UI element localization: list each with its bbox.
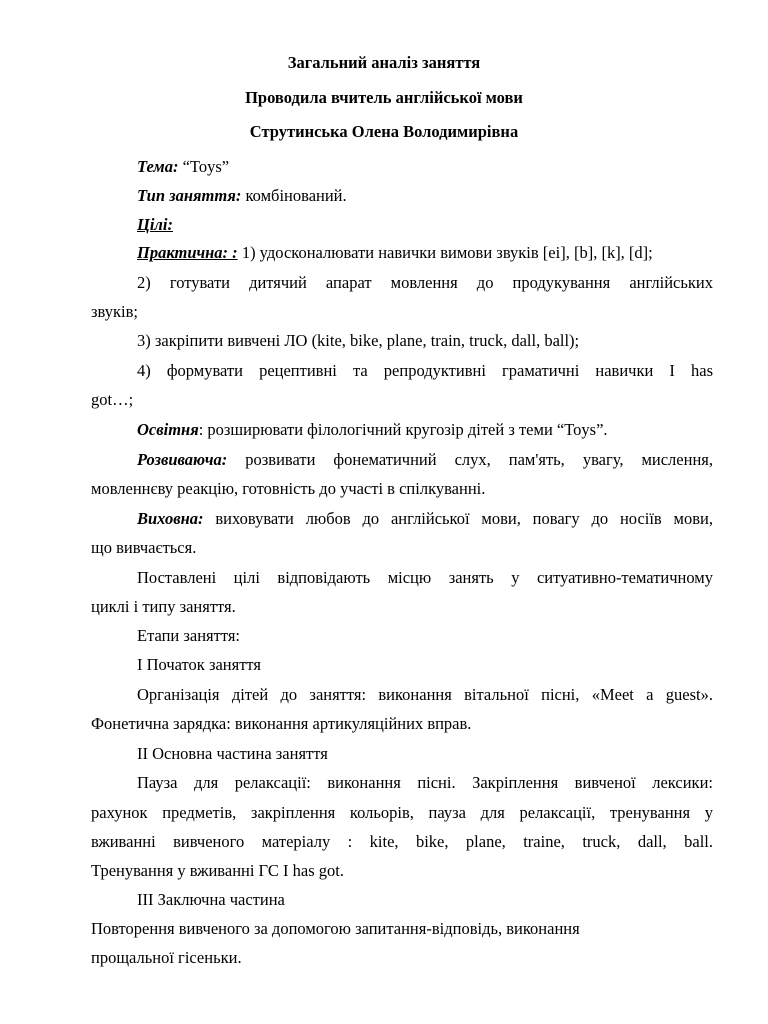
developmental-text-1: розвивати фонематичний слух, пам'ять, увагу, мислення, — [227, 450, 713, 469]
topic-value: “Toys” — [178, 157, 230, 176]
practical-item-2-line-1: 2) готувати дитячий апарат мовлення до продукування англійських — [137, 273, 713, 292]
lesson-type-line — [137, 186, 347, 206]
practical-item-3: 3) закріпити вивчені ЛО (kite, bike, plane, train, truck, dall, ball); — [137, 331, 580, 350]
goals-line — [137, 215, 173, 235]
stage-2-line-2: рахунок предметів, закріплення кольорів, пауза для релаксації, тренування у — [91, 803, 713, 822]
lesson-type-label: Тип заняття: — [137, 186, 242, 205]
stage-2-line-4: Тренування у вживанні ГС I has got. — [91, 861, 344, 880]
educational-line — [137, 420, 608, 440]
practical-item-4-line-2: got…; — [91, 390, 134, 409]
stage-2-title: ІІ Основна частина заняття — [137, 744, 328, 763]
upbringing-label: Виховна: — [137, 509, 204, 528]
stage-1-line-1: Організація дітей до заняття: виконання вітальної пісні, «Meet a guest». — [137, 685, 713, 704]
stage-3-line-2: прощальної гісеньки. — [91, 948, 242, 967]
summary-line-2: циклі і типу заняття. — [91, 597, 236, 616]
stage-3-line-1: Повторення вивченого за допомогою запитання-відповідь, виконання — [91, 919, 580, 938]
teacher-line: Проводила вчитель англійської мови — [245, 88, 523, 107]
stage-3-title: ІІІ Заключна частина — [137, 890, 285, 909]
stage-1-line-2: Фонетична зарядка: виконання артикуляційних вправ. — [91, 714, 472, 733]
teacher-name: Струтинська Олена Володимирівна — [249, 122, 519, 141]
practical-label: Практична: : — [137, 243, 238, 262]
educational-value: : розширювати філологічний кругозір дітей з теми “Toys”. — [198, 420, 608, 439]
topic-label: Тема: — [137, 157, 179, 176]
lesson-type-value: комбінований. — [241, 186, 347, 205]
upbringing-line-2: що вивчається. — [91, 538, 197, 557]
stage-2-line-3: вживанні вивченого матеріалу : kite, bike, plane, traine, truck, dall, ball. — [91, 832, 713, 851]
goals-label: Цілі: — [137, 215, 173, 234]
upbringing-line-1 — [137, 509, 713, 529]
upbringing-text-1: виховувати любов до англійської мови, повагу до носіїв мови, — [203, 509, 713, 528]
document-title: Загальний аналіз заняття — [287, 53, 481, 72]
developmental-label: Розвиваюча: — [137, 450, 228, 469]
developmental-line-1 — [137, 450, 713, 470]
stages-title: Етапи заняття: — [137, 626, 241, 645]
practical-item-4-line-1: 4) формувати рецептивні та репродуктивні граматичні навички I has — [137, 361, 713, 380]
stage-2-line-1: Пауза для релаксації: виконання пісні. Закріплення вивченої лексики: — [137, 773, 713, 792]
summary-line-1: Поставлені цілі відповідають місцю занять у ситуативно-тематичному — [137, 568, 713, 587]
educational-label: Освітня — [137, 420, 199, 439]
topic-line — [137, 157, 229, 177]
practical-item-2-line-2: звуків; — [91, 302, 138, 321]
stage-1-title: І Початок заняття — [137, 655, 261, 674]
developmental-line-2: мовленнєву реакцію, готовність до участі в спілкуванні. — [91, 479, 486, 498]
practical-line — [137, 243, 653, 263]
practical-item-1: 1) удосконалювати навички вимови звуків [ei], [b], [k], [d]; — [237, 243, 653, 262]
